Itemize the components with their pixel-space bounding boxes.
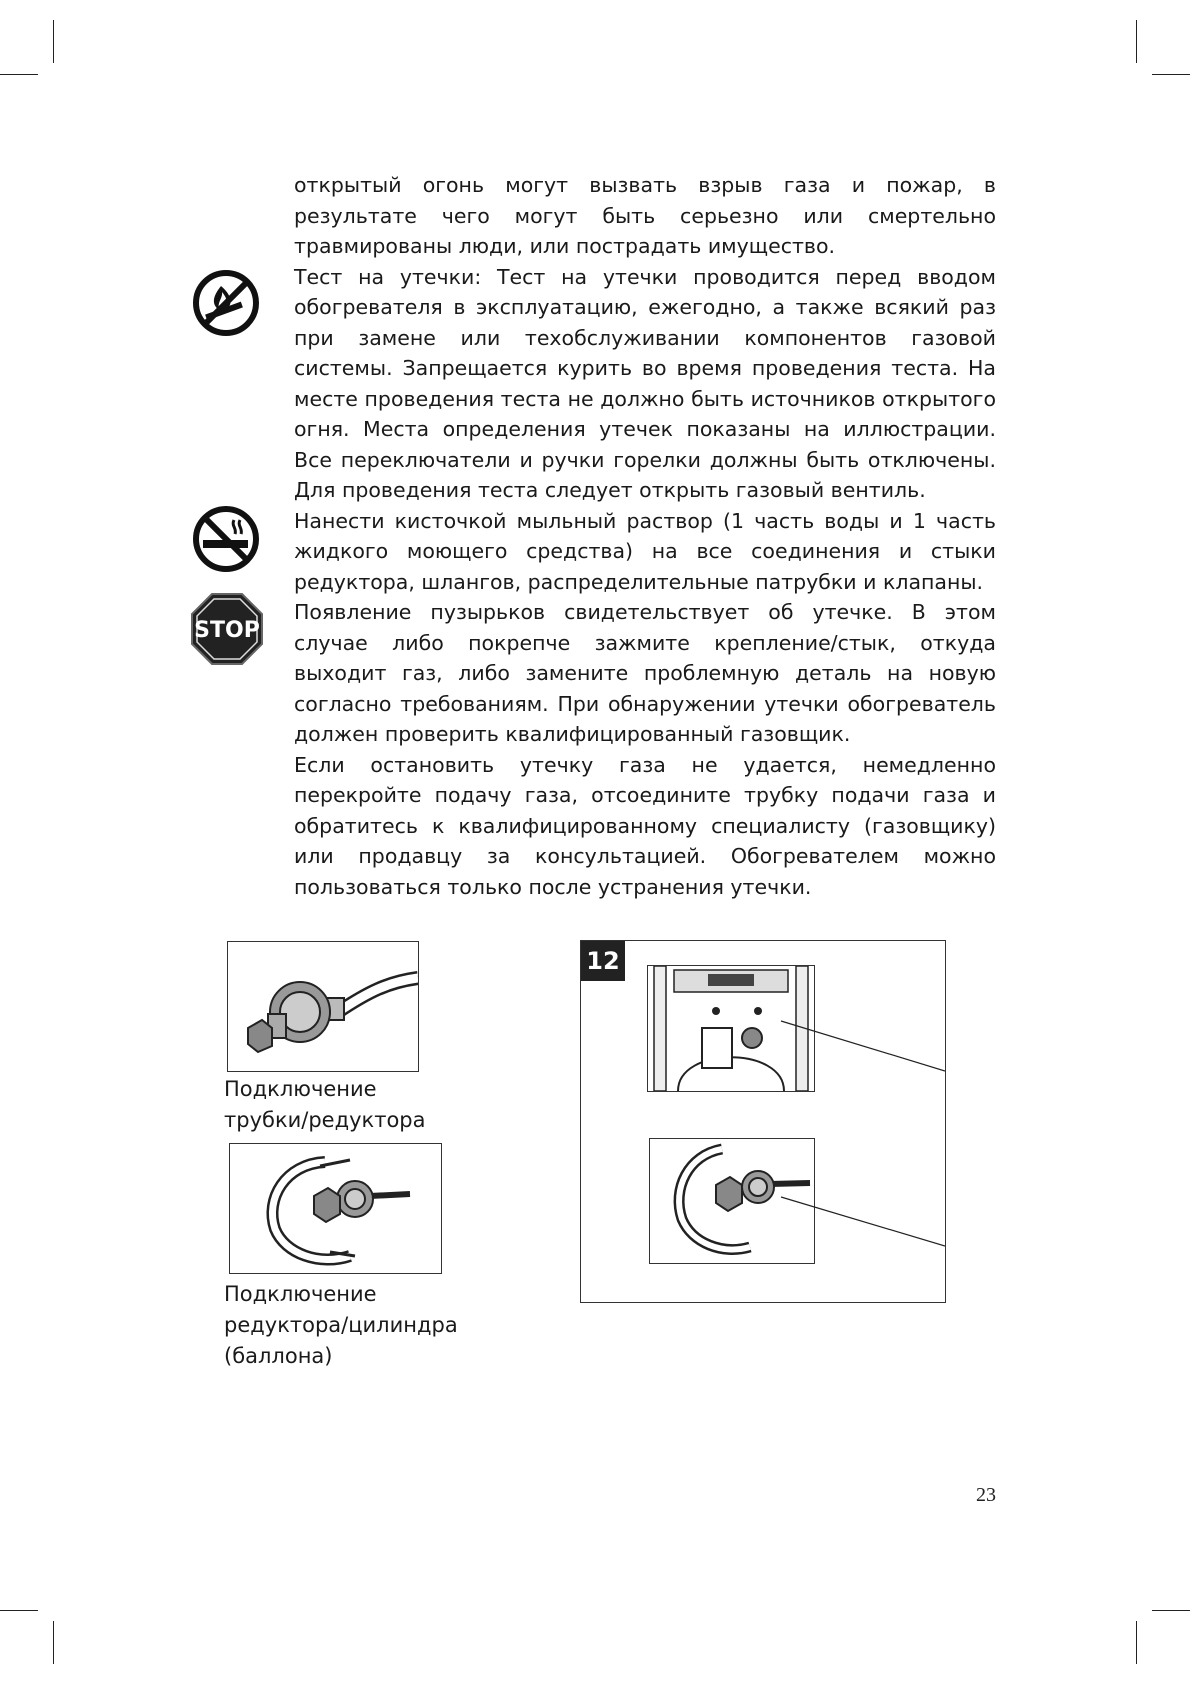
caption-line: (баллона) (224, 1344, 333, 1368)
regulator-inset (649, 1138, 815, 1264)
caption-line: Подключение (224, 1077, 377, 1101)
body-text (294, 170, 996, 902)
paragraph-leak-test: Тест на утечки: Тест на утечки проводится перед вводом обогревателя в эксплуатацию, ежегодно, а также всякий раз при замене или техобслуживании компонентов газовой системы. Запрещается курить во время проведения теста. На месте проведения теста не должно быть источников открытого огня. Места определения утечек показаны на иллюстрации. Все переключатели и ручки горелки должны быть отключены. Для проведения теста следует открыть газовый вентиль. (294, 264, 996, 502)
paragraph-fire-warning: открытый огонь могут вызвать взрыв газа и пожар, в результате чего могут быть серьезно или смертельно травмированы люди, или пострадать имущество. (294, 173, 996, 258)
caption-line: редуктора/цилиндра (224, 1313, 458, 1337)
figure-12 (580, 940, 946, 1303)
caption-line: Подключение (224, 1282, 377, 1306)
caption-line: трубки/редуктора (224, 1108, 426, 1132)
no-open-flame-icon (191, 268, 261, 338)
paragraph-bubbles: Появление пузырьков свидетельствует об утечке. В этом случае либо покрепче зажмите крепление/стык, откуда выходит газ, либо замените проблемную деталь на новую согласно требованиям. При обнаружении утечки обогреватель должен проверить квалифицированный газовщик. (294, 600, 996, 746)
crop-mark-bottom-right-h (1152, 1610, 1190, 1611)
figure-number-badge: 12 (581, 941, 625, 981)
regulator-cylinder-figure (229, 1143, 442, 1274)
crop-mark-top-left-v (53, 20, 54, 63)
crop-mark-top-left-h (0, 74, 38, 75)
paragraph-soap-solution: Нанести кисточкой мыльный раствор (1 часть воды и 1 часть жидкого моющего средства) на все соединения и стыки редуктора, шлангов, распределительные патрубки и клапаны. (294, 508, 996, 594)
crop-mark-bottom-left-h (0, 1610, 38, 1611)
hose-regulator-caption (224, 1074, 426, 1136)
page-number: 23 (976, 1484, 996, 1506)
hose-regulator-figure (227, 941, 419, 1072)
stop-sign-label: STOP (194, 618, 260, 643)
no-smoking-icon (191, 504, 261, 574)
heater-base-inset (647, 965, 815, 1092)
regulator-cylinder-caption (224, 1279, 458, 1372)
crop-mark-bottom-left-v (53, 1621, 54, 1664)
stop-sign-icon (190, 592, 264, 666)
crop-mark-top-right-h (1152, 74, 1190, 75)
crop-mark-bottom-right-v (1136, 1621, 1137, 1664)
paragraph-stop-gas: Если остановить утечку газа не удается, немедленно перекройте подачу газа, отсоедините трубку подачи газа и обратитесь к квалифицированному специалисту (газовщику) или продавцу за консультацией. Обогревателем можно пользоваться только после устранения утечки. (294, 752, 996, 899)
crop-mark-top-right-v (1136, 20, 1137, 63)
